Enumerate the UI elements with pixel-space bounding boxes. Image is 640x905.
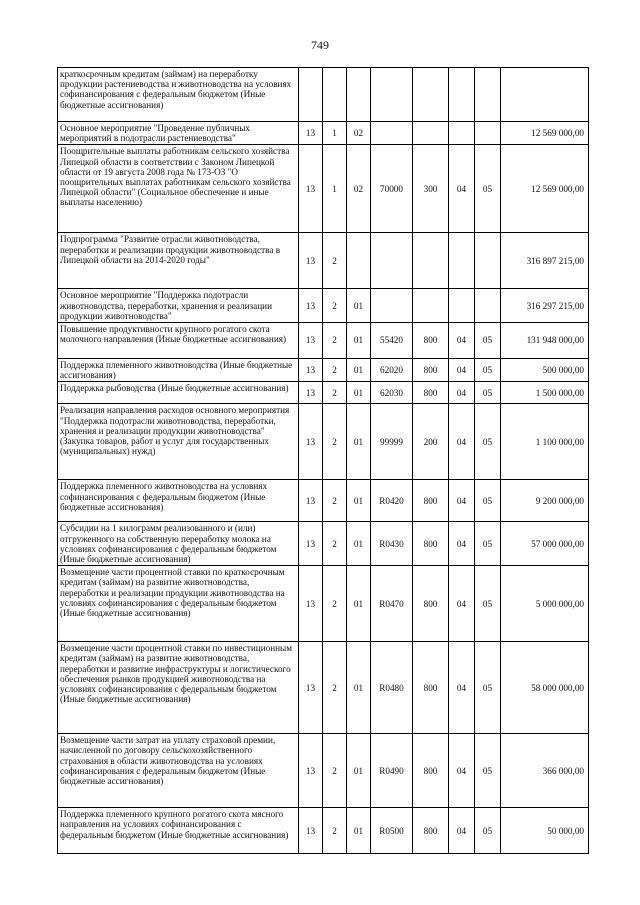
cell-gp: 13 xyxy=(299,642,323,734)
cell-vr: 800 xyxy=(413,522,449,566)
cell-vr xyxy=(413,122,449,145)
cell-rz: 04 xyxy=(449,522,475,566)
cell-pr: 05 xyxy=(475,145,501,233)
cell-sum: 57 000 000,00 xyxy=(501,522,589,566)
cell-sum: 50 000,00 xyxy=(501,808,589,854)
table-row xyxy=(58,289,589,323)
cell-pp: 2 xyxy=(323,233,347,289)
cell-dir: 55420 xyxy=(371,323,413,359)
cell-dir: 62020 xyxy=(371,359,413,382)
cell-sum: 9 200 000,00 xyxy=(501,480,589,522)
cell-name: Поддержка племенного крупного рогатого скота мясного направления на условиях софинансирования с федеральным бюджетом (Иные бюджетные ассигнования) xyxy=(58,808,299,854)
cell-vr: 800 xyxy=(413,734,449,808)
cell-gp: 13 xyxy=(299,145,323,233)
cell-pp: 2 xyxy=(323,323,347,359)
cell-sum: 366 000,00 xyxy=(501,734,589,808)
cell-pr: 05 xyxy=(475,382,501,404)
cell-sum: 12 569 000,00 xyxy=(501,122,589,145)
cell-om: 01 xyxy=(347,359,371,382)
cell-name: Поддержка племенного животноводства на условиях софинансирования с федеральным бюджетом (Иные бюджетные ассигнования) xyxy=(58,480,299,522)
cell-sum: 12 569 000,00 xyxy=(501,145,589,233)
cell-om xyxy=(347,233,371,289)
table-row xyxy=(58,323,589,359)
cell-dir: R0470 xyxy=(371,566,413,642)
cell-rz: 04 xyxy=(449,808,475,854)
cell-vr: 800 xyxy=(413,323,449,359)
cell-pp: 2 xyxy=(323,808,347,854)
table-row xyxy=(58,404,589,480)
cell-rz: 04 xyxy=(449,404,475,480)
cell-sum: 316 897 215,00 xyxy=(501,233,589,289)
cell-om: 01 xyxy=(347,522,371,566)
cell-sum: 1 500 000,00 xyxy=(501,382,589,404)
cell-gp: 13 xyxy=(299,323,323,359)
cell-gp: 13 xyxy=(299,359,323,382)
cell-name: Возмещение части процентной ставки по инвестиционным кредитам (займам) на развитие животноводства, переработки и развитие инфраструктуры и логистического обеспечения рынков продукцией животноводства на условиях софинансирования с федеральным бюджетом (Иные бюджетные ассигнования) xyxy=(58,642,299,734)
cell-name: Поддержка рыбоводства (Иные бюджетные ассигнования) xyxy=(58,382,299,404)
cell-vr: 800 xyxy=(413,808,449,854)
cell-rz: 04 xyxy=(449,382,475,404)
cell-pp: 2 xyxy=(323,404,347,480)
cell-rz: 04 xyxy=(449,642,475,734)
cell-vr: 300 xyxy=(413,145,449,233)
cell-om: 02 xyxy=(347,145,371,233)
cell-gp: 13 xyxy=(299,382,323,404)
cell-om: 01 xyxy=(347,734,371,808)
budget-table xyxy=(57,67,589,854)
cell-gp: 13 xyxy=(299,122,323,145)
cell-dir xyxy=(371,122,413,145)
cell-rz: 04 xyxy=(449,359,475,382)
cell-dir xyxy=(371,68,413,122)
cell-dir: 99999 xyxy=(371,404,413,480)
cell-dir: R0430 xyxy=(371,522,413,566)
cell-sum: 5 000 000,00 xyxy=(501,566,589,642)
table-row xyxy=(58,359,589,382)
cell-om: 01 xyxy=(347,808,371,854)
cell-dir: 70000 xyxy=(371,145,413,233)
cell-pp xyxy=(323,68,347,122)
cell-om: 01 xyxy=(347,323,371,359)
cell-om xyxy=(347,68,371,122)
cell-sum: 316 297 215,00 xyxy=(501,289,589,323)
table-row xyxy=(58,233,589,289)
cell-vr: 800 xyxy=(413,642,449,734)
cell-pp: 1 xyxy=(323,122,347,145)
cell-dir xyxy=(371,233,413,289)
cell-om: 01 xyxy=(347,480,371,522)
cell-pp: 2 xyxy=(323,642,347,734)
cell-name: Реализация направления расходов основного мероприятия "Поддержка подотрасли животноводства, переработки, хранения и реализации продукции животноводства" (Закупка товаров, работ и услуг для государственных (муниципальных) нужд) xyxy=(58,404,299,480)
table-row xyxy=(58,122,589,145)
cell-vr: 800 xyxy=(413,359,449,382)
cell-sum xyxy=(501,68,589,122)
cell-name: краткосрочным кредитам (займам) на переработку продукции растениеводства и животноводства на условиях софинансирования с федеральным бюджетом (Иные бюджетные ассигнования) xyxy=(58,68,299,122)
table-row xyxy=(58,642,589,734)
cell-gp: 13 xyxy=(299,566,323,642)
table-row xyxy=(58,566,589,642)
cell-sum: 58 000 000,00 xyxy=(501,642,589,734)
cell-gp: 13 xyxy=(299,404,323,480)
cell-dir: R0490 xyxy=(371,734,413,808)
table-row xyxy=(58,480,589,522)
table-row xyxy=(58,382,589,404)
cell-pp: 2 xyxy=(323,359,347,382)
cell-rz xyxy=(449,68,475,122)
cell-pr: 05 xyxy=(475,323,501,359)
cell-om: 01 xyxy=(347,566,371,642)
table-row xyxy=(58,734,589,808)
cell-om: 02 xyxy=(347,122,371,145)
cell-rz: 04 xyxy=(449,566,475,642)
cell-sum: 1 100 000,00 xyxy=(501,404,589,480)
cell-pr: 05 xyxy=(475,808,501,854)
table-row xyxy=(58,808,589,854)
cell-dir: 62030 xyxy=(371,382,413,404)
cell-pp: 2 xyxy=(323,566,347,642)
cell-name: Основное мероприятие "Поддержка подотрасли животноводства, переработки, хранения и реализации продукции животноводства" xyxy=(58,289,299,323)
cell-pp: 1 xyxy=(323,145,347,233)
page-number: 749 xyxy=(311,38,329,52)
cell-pr: 05 xyxy=(475,480,501,522)
cell-name: Поощрительные выплаты работникам сельского хозяйства Липецкой области в соответствии с Законом Липецкой области от 19 августа 2008 года № 173-ОЗ "О поощрительных выплатах работникам сельского хозяйства Липецкой области" (Социальное обеспечение и иные выплаты населению) xyxy=(58,145,299,233)
cell-gp: 13 xyxy=(299,289,323,323)
cell-pr: 05 xyxy=(475,404,501,480)
cell-om: 01 xyxy=(347,404,371,480)
cell-rz: 04 xyxy=(449,323,475,359)
cell-pr: 05 xyxy=(475,642,501,734)
table-row xyxy=(58,145,589,233)
cell-pp: 2 xyxy=(323,382,347,404)
table-row xyxy=(58,522,589,566)
cell-name: Возмещение части процентной ставки по краткосрочным кредитам (займам) на развитие животноводства, переработки и реализации продукции животноводства на условиях софинансирования с федеральным бюджетом (Иные бюджетные ассигнования) xyxy=(58,566,299,642)
cell-name: Подпрограмма "Развитие отрасли животноводства, переработки и реализации продукции животноводства в Липецкой области на 2014-2020 годы" xyxy=(58,233,299,289)
cell-pp: 2 xyxy=(323,480,347,522)
cell-gp: 13 xyxy=(299,808,323,854)
cell-rz: 04 xyxy=(449,480,475,522)
cell-pr xyxy=(475,289,501,323)
table-row xyxy=(58,68,589,122)
cell-name: Основное мероприятие "Проведение публичных мероприятий в подотрасли растениеводства" xyxy=(58,122,299,145)
cell-gp: 13 xyxy=(299,233,323,289)
cell-pr: 05 xyxy=(475,566,501,642)
cell-vr: 800 xyxy=(413,382,449,404)
cell-rz xyxy=(449,122,475,145)
cell-pr xyxy=(475,68,501,122)
cell-vr xyxy=(413,68,449,122)
cell-dir: R0480 xyxy=(371,642,413,734)
cell-name: Поддержка племенного животноводства (Иные бюджетные ассигнования) xyxy=(58,359,299,382)
cell-vr: 800 xyxy=(413,566,449,642)
cell-vr: 200 xyxy=(413,404,449,480)
cell-om: 01 xyxy=(347,289,371,323)
cell-om: 01 xyxy=(347,642,371,734)
cell-pr xyxy=(475,122,501,145)
cell-gp: 13 xyxy=(299,480,323,522)
cell-dir: R0500 xyxy=(371,808,413,854)
cell-sum: 131 948 000,00 xyxy=(501,323,589,359)
cell-gp xyxy=(299,68,323,122)
cell-pr: 05 xyxy=(475,522,501,566)
cell-pp: 2 xyxy=(323,522,347,566)
cell-pr xyxy=(475,233,501,289)
cell-pp: 2 xyxy=(323,734,347,808)
cell-sum: 500 000,00 xyxy=(501,359,589,382)
cell-vr: 800 xyxy=(413,480,449,522)
cell-gp: 13 xyxy=(299,522,323,566)
cell-name: Возмещение части затрат на уплату страховой премии, начисленной по договору сельскохозяйственного страхования в области животноводства на условиях софинансирования с федеральным бюджетом (Иные бюджетные ассигнования) xyxy=(58,734,299,808)
cell-dir xyxy=(371,289,413,323)
cell-gp: 13 xyxy=(299,734,323,808)
cell-vr xyxy=(413,289,449,323)
cell-pp: 2 xyxy=(323,289,347,323)
cell-om: 01 xyxy=(347,382,371,404)
cell-rz xyxy=(449,233,475,289)
cell-rz xyxy=(449,289,475,323)
cell-pr: 05 xyxy=(475,359,501,382)
cell-rz: 04 xyxy=(449,145,475,233)
cell-vr xyxy=(413,233,449,289)
cell-dir: R0420 xyxy=(371,480,413,522)
cell-name: Повышение продуктивности крупного рогатого скота молочного направления (Иные бюджетные ассигнования) xyxy=(58,323,299,359)
cell-rz: 04 xyxy=(449,734,475,808)
cell-pr: 05 xyxy=(475,734,501,808)
cell-name: Субсидии на 1 килограмм реализованного и (или) отгруженного на собственную переработку молока на условиях софинансирования с федеральным бюджетом (Иные бюджетные ассигнования) xyxy=(58,522,299,566)
